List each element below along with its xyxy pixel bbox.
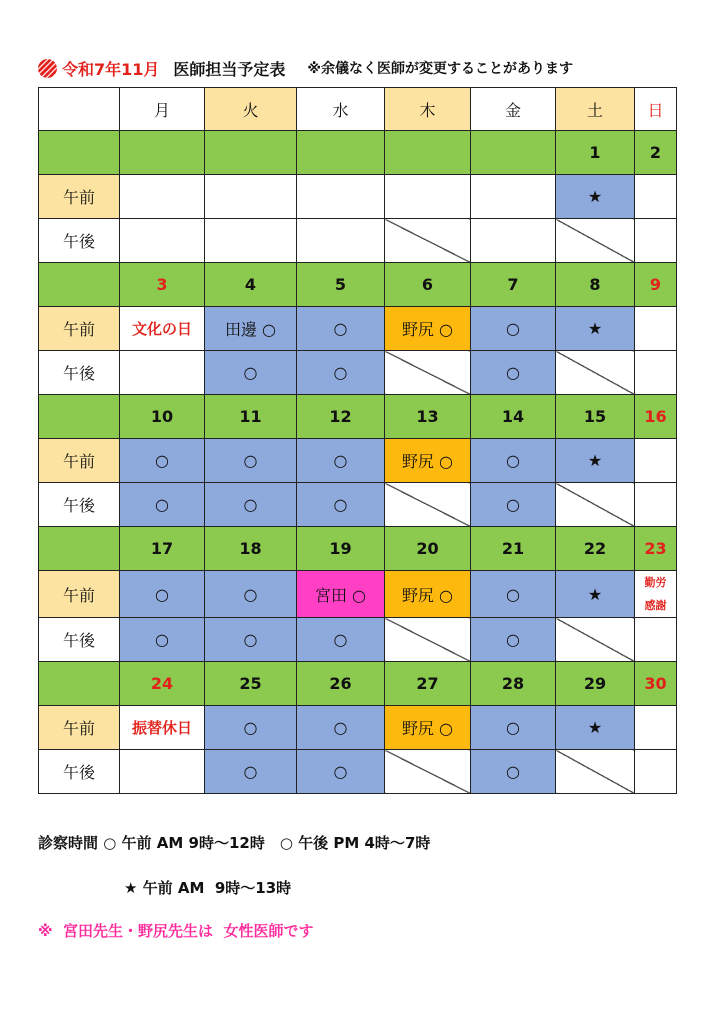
female-doctors-note: ※ 宮田先生・野尻先生は 女性医師です bbox=[38, 922, 314, 940]
schedule-cell bbox=[471, 439, 556, 483]
red-circle-icon bbox=[38, 59, 57, 78]
weekday-header: 土 bbox=[556, 88, 635, 131]
doctor-mark: ○ bbox=[155, 584, 169, 604]
weekday-header-row bbox=[39, 88, 677, 131]
schedule-cell bbox=[556, 175, 635, 219]
doctor-mark: ○ bbox=[333, 319, 348, 338]
schedule-cell bbox=[385, 750, 471, 794]
schedule-cell bbox=[385, 219, 471, 263]
schedule-cell bbox=[471, 750, 556, 794]
schedule-cell bbox=[635, 750, 677, 794]
date-row-label bbox=[39, 131, 120, 175]
pm-label: 午後 bbox=[39, 483, 120, 527]
date-cell: 17 bbox=[120, 527, 205, 571]
schedule-cell bbox=[635, 219, 677, 263]
corner-cell bbox=[39, 88, 120, 131]
schedule-cell bbox=[556, 618, 635, 662]
date-row-label bbox=[39, 395, 120, 439]
doctor-mark: 野尻 ○ bbox=[401, 320, 454, 339]
date-cell bbox=[120, 131, 205, 175]
schedule-cell bbox=[120, 706, 205, 750]
schedule-cell bbox=[120, 175, 205, 219]
schedule-cell bbox=[205, 483, 297, 527]
schedule-cell bbox=[120, 571, 205, 618]
holiday-label: 文化の日 bbox=[131, 320, 192, 338]
holiday-label: 勤労感謝 bbox=[644, 576, 667, 612]
schedule-cell bbox=[556, 439, 635, 483]
schedule-cell bbox=[556, 750, 635, 794]
doctor-mark: ○ bbox=[243, 584, 258, 604]
date-cell: 16 bbox=[635, 395, 677, 439]
doctor-mark: 野尻 ○ bbox=[401, 585, 454, 605]
date-cell: 29 bbox=[556, 662, 635, 706]
date-cell: 30 bbox=[635, 662, 677, 706]
schedule-cell bbox=[205, 571, 297, 618]
schedule-cell bbox=[471, 706, 556, 750]
schedule-cell bbox=[120, 750, 205, 794]
date-row-label bbox=[39, 527, 120, 571]
pm-label: 午後 bbox=[39, 750, 120, 794]
schedule-cell bbox=[120, 618, 205, 662]
date-cell: 25 bbox=[205, 662, 297, 706]
date-row bbox=[39, 395, 677, 439]
weekday-header: 火 bbox=[205, 88, 297, 131]
schedule-cell bbox=[120, 219, 205, 263]
pm-label: 午後 bbox=[39, 618, 120, 662]
schedule-cell bbox=[635, 439, 677, 483]
date-cell: 1 bbox=[556, 131, 635, 175]
doctor-mark: ○ bbox=[506, 630, 520, 649]
schedule-cell bbox=[385, 351, 471, 395]
date-cell: 5 bbox=[297, 263, 385, 307]
doctor-mark: ○ bbox=[243, 762, 258, 781]
date-cell: 18 bbox=[205, 527, 297, 571]
am-row bbox=[39, 706, 677, 750]
date-row bbox=[39, 263, 677, 307]
schedule-cell bbox=[385, 483, 471, 527]
doctor-mark: ○ bbox=[155, 630, 169, 649]
date-cell: 19 bbox=[297, 527, 385, 571]
schedule-cell bbox=[471, 175, 556, 219]
schedule-cell bbox=[556, 219, 635, 263]
schedule-cell bbox=[385, 618, 471, 662]
doctor-mark: ○ bbox=[155, 495, 169, 514]
date-cell: 10 bbox=[120, 395, 205, 439]
schedule-cell bbox=[471, 307, 556, 351]
doctor-mark: ○ bbox=[333, 762, 348, 781]
doctor-mark: ○ bbox=[333, 451, 348, 470]
date-cell: 23 bbox=[635, 527, 677, 571]
weekday-header: 金 bbox=[471, 88, 556, 131]
schedule-cell bbox=[385, 706, 471, 750]
doctor-mark: ○ bbox=[506, 451, 520, 470]
schedule-cell bbox=[205, 750, 297, 794]
schedule-cell bbox=[471, 351, 556, 395]
schedule-cell bbox=[556, 571, 635, 618]
holiday-label: 振替休日 bbox=[131, 719, 192, 737]
date-cell bbox=[205, 131, 297, 175]
schedule-cell bbox=[120, 439, 205, 483]
schedule-cell bbox=[556, 307, 635, 351]
schedule-cell bbox=[635, 175, 677, 219]
schedule-cell bbox=[205, 307, 297, 351]
am-label: 午前 bbox=[39, 175, 120, 219]
am-label: 午前 bbox=[39, 307, 120, 351]
weekday-header: 木 bbox=[385, 88, 471, 131]
schedule-cell bbox=[635, 483, 677, 527]
pm-row bbox=[39, 219, 677, 263]
schedule-cell bbox=[205, 706, 297, 750]
schedule-cell bbox=[297, 351, 385, 395]
schedule-cell bbox=[471, 483, 556, 527]
date-cell: 3 bbox=[120, 263, 205, 307]
doctor-mark: ○ bbox=[506, 584, 520, 604]
schedule-cell bbox=[635, 307, 677, 351]
date-cell bbox=[297, 131, 385, 175]
schedule-cell bbox=[297, 483, 385, 527]
pm-row bbox=[39, 483, 677, 527]
schedule-cell bbox=[297, 439, 385, 483]
am-row bbox=[39, 439, 677, 483]
doctor-mark: ○ bbox=[243, 630, 258, 649]
am-row bbox=[39, 571, 677, 618]
schedule-cell bbox=[205, 439, 297, 483]
date-cell: 11 bbox=[205, 395, 297, 439]
schedule-cell bbox=[556, 706, 635, 750]
doctor-mark: ○ bbox=[243, 495, 258, 514]
date-cell bbox=[385, 131, 471, 175]
schedule-cell bbox=[556, 483, 635, 527]
weekday-header: 日 bbox=[635, 88, 677, 131]
month-title: 令和7年11月 bbox=[62, 59, 160, 79]
doctor-mark: ○ bbox=[506, 363, 520, 382]
schedule-cell bbox=[635, 706, 677, 750]
doctor-mark: ○ bbox=[155, 451, 169, 470]
doctor-mark: 田邊 ○ bbox=[224, 320, 277, 339]
schedule-cell bbox=[120, 483, 205, 527]
schedule-cell bbox=[297, 750, 385, 794]
doctor-mark: 野尻 ○ bbox=[401, 452, 454, 471]
doctor-mark: ○ bbox=[506, 762, 520, 781]
doctor-mark: ★ bbox=[587, 187, 603, 206]
schedule-title: 医師担当予定表 bbox=[173, 59, 286, 79]
pm-row bbox=[39, 750, 677, 794]
date-cell: 12 bbox=[297, 395, 385, 439]
am-row bbox=[39, 175, 677, 219]
consultation-hours: 診察時間 ○ 午前 AM 9時～12時 ○ 午後 PM 4時～7時 bbox=[38, 834, 431, 852]
schedule-cell bbox=[205, 351, 297, 395]
date-row bbox=[39, 662, 677, 706]
date-row-label bbox=[39, 662, 120, 706]
schedule-cell bbox=[471, 219, 556, 263]
schedule-cell bbox=[297, 307, 385, 351]
doctor-mark: 野尻 ○ bbox=[401, 719, 454, 738]
date-cell: 7 bbox=[471, 263, 556, 307]
doctor-mark: ★ bbox=[587, 584, 603, 604]
doctor-mark: ○ bbox=[333, 495, 348, 514]
date-cell: 4 bbox=[205, 263, 297, 307]
date-row bbox=[39, 131, 677, 175]
schedule-cell bbox=[297, 571, 385, 618]
schedule-cell bbox=[297, 219, 385, 263]
am-label: 午前 bbox=[39, 571, 120, 618]
pm-label: 午後 bbox=[39, 219, 120, 263]
pm-label: 午後 bbox=[39, 351, 120, 395]
date-cell: 22 bbox=[556, 527, 635, 571]
date-cell: 2 bbox=[635, 131, 677, 175]
date-cell bbox=[471, 131, 556, 175]
schedule-cell bbox=[297, 706, 385, 750]
doctor-mark: ○ bbox=[506, 718, 520, 737]
doctor-mark: ○ bbox=[243, 363, 258, 382]
schedule-cell bbox=[385, 175, 471, 219]
date-cell: 24 bbox=[120, 662, 205, 706]
date-cell: 15 bbox=[556, 395, 635, 439]
schedule-cell bbox=[205, 618, 297, 662]
weekday-header: 月 bbox=[120, 88, 205, 131]
schedule-cell bbox=[120, 307, 205, 351]
schedule-cell bbox=[120, 351, 205, 395]
date-cell: 26 bbox=[297, 662, 385, 706]
schedule-cell bbox=[635, 571, 677, 618]
doctor-mark: ★ bbox=[587, 451, 603, 470]
date-cell: 6 bbox=[385, 263, 471, 307]
schedule-cell bbox=[471, 618, 556, 662]
schedule-cell bbox=[385, 439, 471, 483]
pm-row bbox=[39, 351, 677, 395]
schedule-cell bbox=[297, 618, 385, 662]
doctor-mark: ○ bbox=[506, 319, 520, 338]
page-header bbox=[38, 52, 698, 84]
date-cell: 28 bbox=[471, 662, 556, 706]
am-label: 午前 bbox=[39, 706, 120, 750]
weekday-header: 水 bbox=[297, 88, 385, 131]
date-cell: 13 bbox=[385, 395, 471, 439]
pm-row bbox=[39, 618, 677, 662]
date-cell: 20 bbox=[385, 527, 471, 571]
date-cell: 9 bbox=[635, 263, 677, 307]
date-row bbox=[39, 527, 677, 571]
doctor-mark: ★ bbox=[587, 718, 603, 737]
am-label: 午前 bbox=[39, 439, 120, 483]
schedule-cell bbox=[635, 618, 677, 662]
schedule-cell bbox=[556, 351, 635, 395]
doctor-mark: ○ bbox=[333, 363, 348, 382]
schedule-cell bbox=[205, 219, 297, 263]
doctor-mark: ○ bbox=[333, 718, 348, 737]
schedule-cell bbox=[635, 351, 677, 395]
doctor-schedule-table bbox=[38, 87, 677, 794]
date-cell: 21 bbox=[471, 527, 556, 571]
date-cell: 14 bbox=[471, 395, 556, 439]
doctor-mark: ○ bbox=[333, 630, 348, 649]
doctor-mark: ○ bbox=[243, 451, 258, 470]
change-notice: ※余儀なく医師が変更することがあります bbox=[307, 61, 574, 77]
schedule-cell bbox=[385, 571, 471, 618]
doctor-mark: 宮田 ○ bbox=[314, 585, 367, 605]
schedule-cell bbox=[385, 307, 471, 351]
schedule-cell bbox=[297, 175, 385, 219]
schedule-cell bbox=[205, 175, 297, 219]
schedule-cell bbox=[471, 571, 556, 618]
am-row bbox=[39, 307, 677, 351]
doctor-mark: ○ bbox=[506, 495, 520, 514]
doctor-mark: ★ bbox=[587, 319, 603, 338]
saturday-hours: ★ 午前 AM 9時～13時 bbox=[124, 879, 292, 897]
date-cell: 27 bbox=[385, 662, 471, 706]
doctor-mark: ○ bbox=[243, 718, 258, 737]
date-cell: 8 bbox=[556, 263, 635, 307]
date-row-label bbox=[39, 263, 120, 307]
